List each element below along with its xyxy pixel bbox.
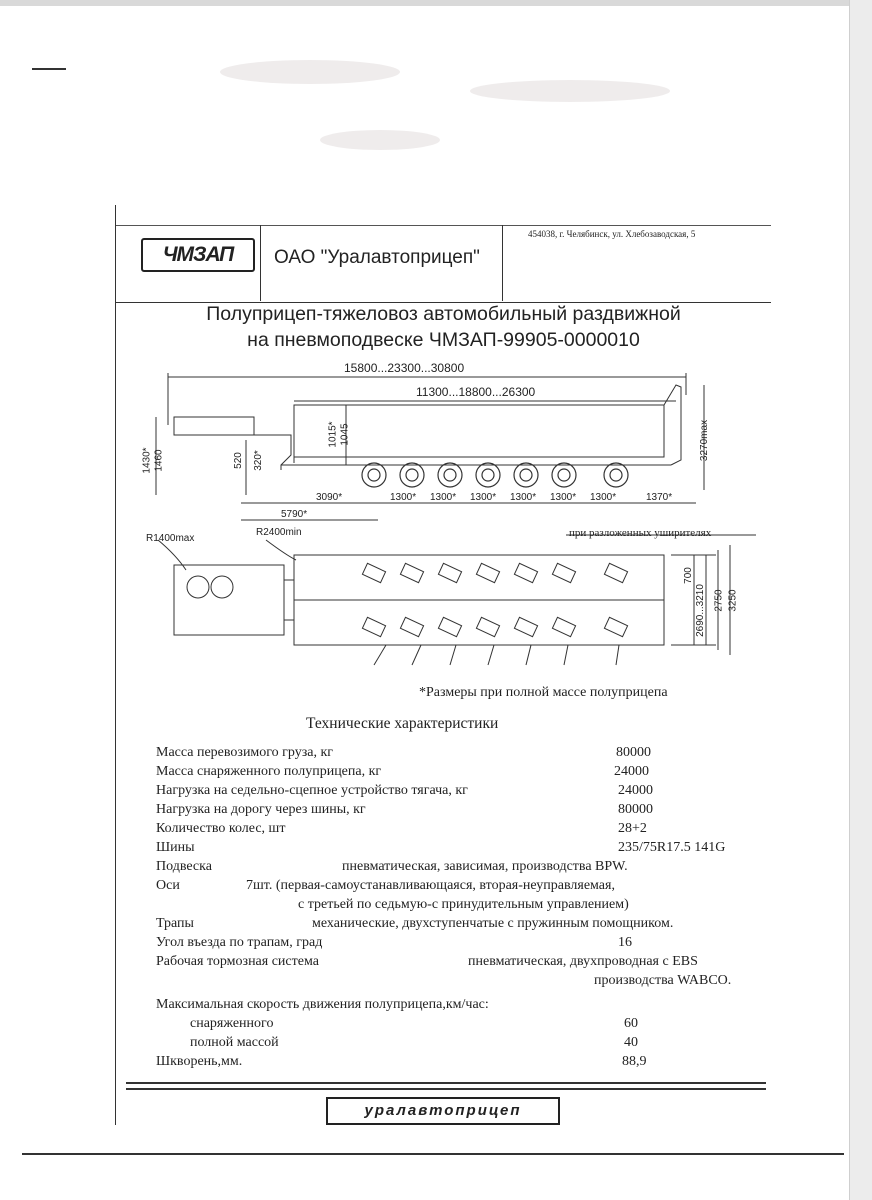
spec-label: Трапы (156, 916, 194, 931)
dim-r1400: R1400max (146, 533, 195, 544)
spec-row (156, 973, 776, 991)
company-address: 454038, г. Челябинск, ул. Хлебозаводская, 5 (528, 229, 696, 239)
spec-row (156, 997, 776, 1015)
document-sheet (115, 205, 771, 1125)
spec-label: Масса снаряженного полуприцепа, кг (156, 764, 382, 779)
dim-5790: 5790* (281, 509, 308, 520)
scan-bottom-line (22, 1153, 844, 1155)
dim-1015: 1015* (327, 421, 339, 448)
scan-smudge (220, 60, 400, 84)
spec-label: полной массой (190, 1035, 279, 1050)
leader-lines (374, 645, 619, 665)
company-name: ОАО "Уралавтоприцеп" (274, 247, 480, 268)
dim-spacing-4: 1300* (510, 492, 537, 503)
spec-row (156, 764, 776, 782)
spec-value: 40 (624, 1035, 638, 1050)
spec-row (156, 821, 776, 839)
dim-1460: 1460 (153, 449, 165, 472)
spec-row (156, 897, 776, 915)
spec-value: 80000 (616, 745, 651, 760)
dim-spacing-6: 1300* (590, 492, 617, 503)
dim-spacing-2: 1300* (430, 492, 457, 503)
spec-value: 24000 (618, 783, 653, 798)
dim-spacing-3: 1300* (470, 492, 497, 503)
spec-row (156, 859, 776, 877)
spec-row (156, 954, 776, 972)
spec-value: 235/75R17.5 141G (618, 840, 726, 855)
spec-label: Оси (156, 878, 180, 893)
specs-title: Технические характеристики (306, 715, 499, 732)
scan-smudge (470, 80, 670, 102)
scan-right-edge (849, 0, 872, 1200)
spec-row (156, 1054, 776, 1072)
spec-row (156, 916, 776, 934)
spec-value: 88,9 (622, 1054, 647, 1069)
note-full-mass-sizes: *Размеры при полной массе полуприцепа (419, 685, 668, 700)
dim-1045: 1045 (339, 423, 351, 446)
wheel-group (362, 463, 628, 487)
spec-row (156, 1016, 776, 1034)
scan-mark (32, 68, 66, 70)
spec-value: 60 (624, 1016, 638, 1031)
dim-spacing-5: 1300* (550, 492, 577, 503)
spec-label: снаряженного (190, 1016, 274, 1031)
dim-spacing-1: 1300* (390, 492, 417, 503)
spec-value: 28+2 (618, 821, 647, 836)
title-line-2: на пневмоподвеске ЧМЗАП-99905-0000010 (247, 329, 640, 351)
dim-2690-3210: 2690...3210 (694, 584, 706, 637)
spec-label: Количество колес, шт (156, 821, 286, 836)
footer-logo: уралавтоприцеп (326, 1097, 560, 1125)
header-divider (502, 225, 503, 301)
footer-rule (126, 1088, 766, 1090)
document-title (116, 301, 771, 353)
spec-value: 16 (618, 935, 632, 950)
spec-value: пневматическая, зависимая, производства BPW. (342, 859, 628, 874)
spec-label: Нагрузка на седельно-сцепное устройство тягача, кг (156, 783, 468, 798)
dim-platform-length: 11300...18800...26300 (416, 385, 536, 399)
spec-label: Угол въезда по трапам, град (156, 935, 323, 950)
dim-1430: 1430* (141, 447, 153, 474)
dim-height-max: 3270max (699, 419, 711, 462)
dim-3090: 3090* (316, 492, 343, 503)
spec-value: 80000 (618, 802, 653, 817)
spec-row (156, 783, 776, 801)
spec-label: Максимальная скорость движения полуприцепа,км/час: (156, 997, 489, 1012)
scan-smudge (320, 130, 440, 150)
dim-spacing-7: 1370* (646, 492, 673, 503)
spec-row (156, 1035, 776, 1053)
title-line-1: Полуприцеп-тяжеловоз автомобильный раздвижной (206, 303, 681, 325)
dim-3250: 3250 (727, 589, 739, 612)
spec-value: с третьей по седьмую-с принудительным управлением) (298, 897, 629, 912)
dim-320: 320* (252, 450, 264, 471)
spec-row (156, 802, 776, 820)
spec-value: пневматическая, двухпроводная с EBS (468, 954, 698, 969)
spec-label: Рабочая тормозная система (156, 954, 319, 969)
scan-top-edge (0, 0, 872, 6)
spec-label: Шкворень,мм. (156, 1054, 243, 1069)
spec-value: 24000 (614, 764, 649, 779)
dim-520: 520 (232, 452, 244, 469)
dim-2750: 2750 (713, 589, 725, 612)
spec-row (156, 745, 776, 763)
spec-row (156, 840, 776, 858)
note-expanded-wideners: при разложенных уширителях (569, 527, 712, 539)
header-divider (260, 225, 261, 301)
spec-value: механические, двухступенчатые с пружинным помощником. (312, 916, 674, 931)
spec-value: 7шт. (первая-самоустанавливающаяся, вторая-неуправляемая, (246, 878, 615, 893)
spec-value: производства WABCO. (594, 973, 732, 988)
spec-label: Нагрузка на дорогу через шины, кг (156, 802, 366, 817)
dim-700: 700 (682, 567, 694, 584)
footer-rule (126, 1082, 766, 1084)
spec-row (156, 935, 776, 953)
spec-label: Масса перевозимого груза, кг (156, 745, 334, 760)
spec-label: Подвеска (156, 859, 212, 874)
spec-label: Шины (156, 840, 195, 855)
spec-row (156, 878, 776, 896)
dim-overall-length: 15800...23300...30800 (344, 361, 465, 375)
company-logo: ЧМЗАП (141, 238, 255, 272)
dim-r2400: R2400min (256, 527, 302, 538)
